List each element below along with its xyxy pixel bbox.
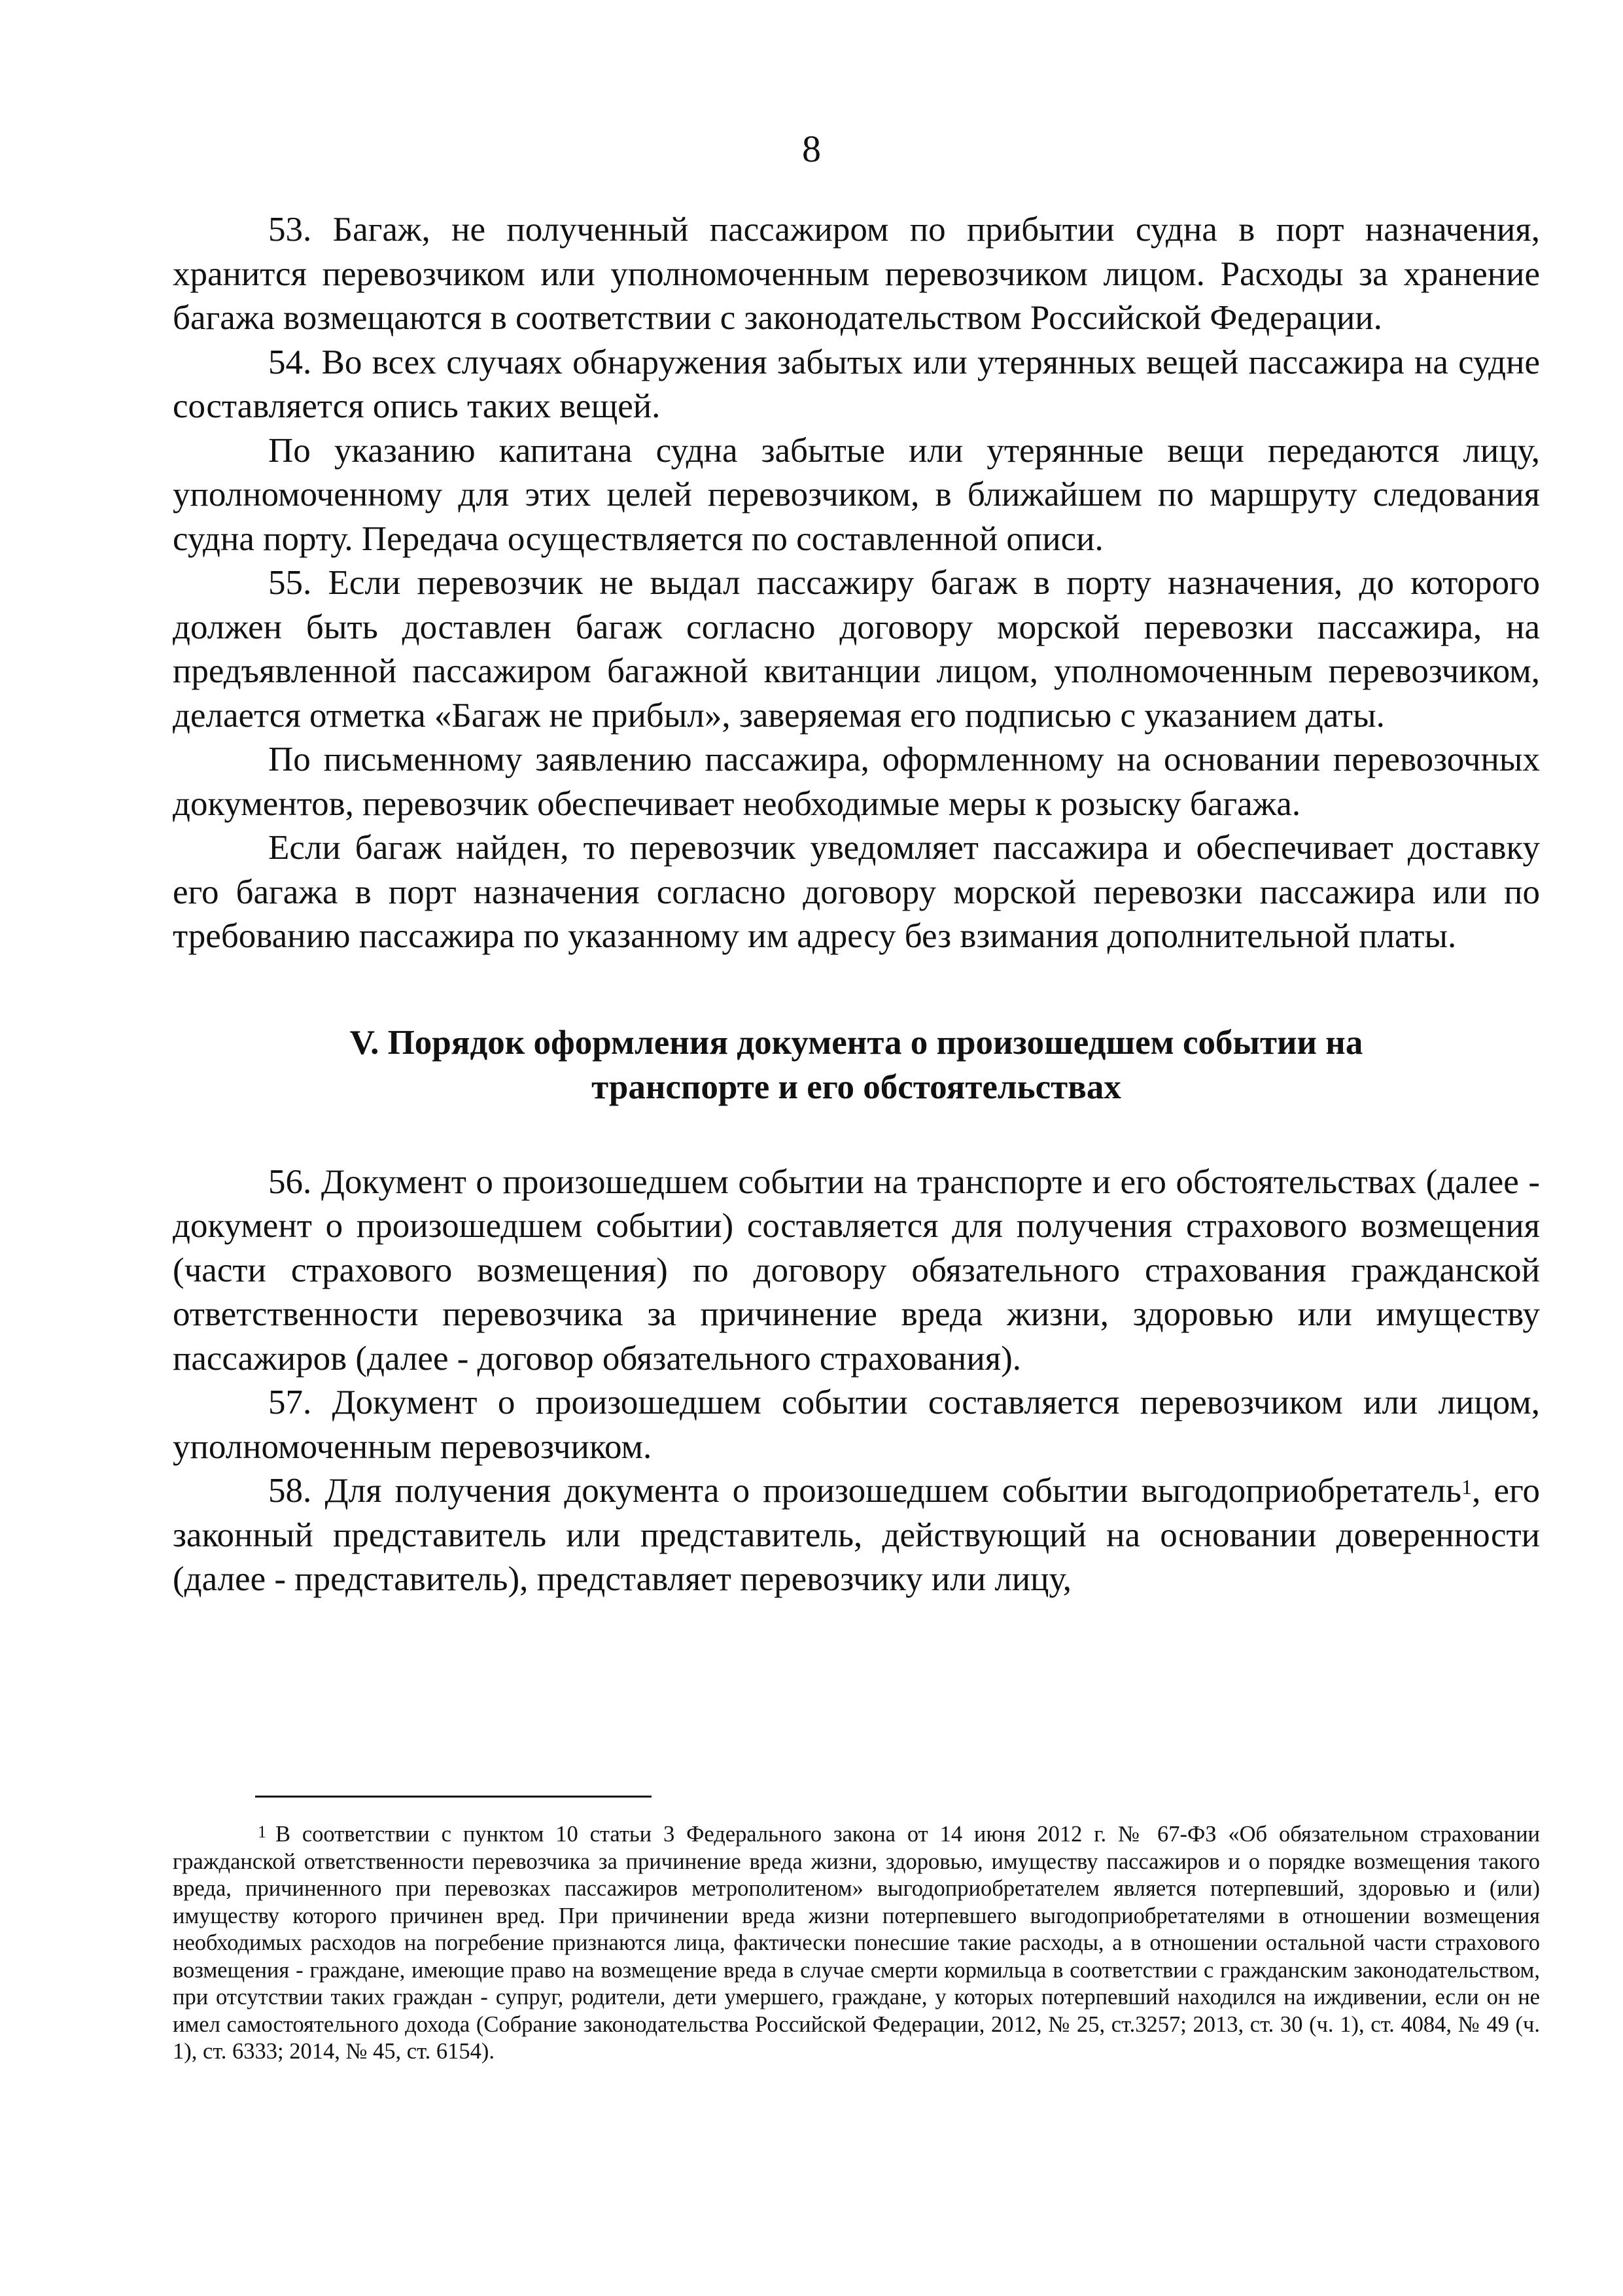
footnote-text: В соответствии с пунктом 10 статьи 3 Федерального закона от 14 июня 2012 г. № 67-ФЗ «Об обязательном страховании гражданской ответственности перевозчика за причинение вреда жизни, здоровью, имуществу пассажиров и о порядке возмещения такого вреда, причиненного при перевозках пассажиров метрополитеном» выгодоприобретателем является потерпевший, здоровью и (или) имуществу которого причинен вред. При причинении вреда жизни потерпевшего выгодоприобретателями в отношении возмещения необходимых расходов на погребение признаются лица, фактически понесшие такие расходы, а в отношении остальной части страхового возмещения - граждане, имеющие право на возмещение вреда в случае смерти кормильца в соответствии с гражданским законодательством, при отсутствии таких граждан - супруг, родители, дети умершего, граждане, у которых потерпевший находился на иждивении, если он не имел самостоятельного дохода (Собрание законодательства Российской Федерации, 2012, № 25, ст.3257; 2013, ст. 30 (ч. 1), ст. 4084, № 49 (ч. 1), ст. 6333; 2014, № 45, ст. 6154). [173, 1822, 1540, 2064]
paragraph-55: 55. Если перевозчик не выдал пассажиру багаж в порту назначения, до которого должен быть доставлен багаж согласно договору морской перевозки пассажира, на предъявленной пассажиром багажной квитанции лицом, уполномоченным перевозчиком, делается отметка «Багаж не прибыл», заверяемая его подписью с указанием даты. [173, 564, 1540, 735]
footnote-reference[interactable]: 1 [1461, 1475, 1473, 1499]
paragraph-56: 56. Документ о произошедшем событии на транспорте и его обстоятельствах (далее - документ о произошедшем событии) составляется для получения страхового возмещения (части страхового возмещения) по договору обязательного страхования гражданской ответственности перевозчика за причинение вреда жизни, здоровью или имуществу пассажиров (далее - договор обязательного страхования). [173, 1162, 1540, 1378]
footnote [173, 1821, 1540, 2066]
paragraph-54: 54. Во всех случаях обнаружения забытых или утерянных вещей пассажира на судне составляется опись таких вещей. [173, 343, 1540, 425]
paragraph-55-delivery: Если багаж найден, то перевозчик уведомляет пассажира и обеспечивает доставку его багажа в порт назначения согласно договору морской перевозки пассажира или по требованию пассажира по указанному им адресу без взимания дополнительной платы. [173, 829, 1540, 955]
footnote-separator [255, 1796, 652, 1798]
paragraph-58-start: 58. Для получения документа о произошедшем событии выгодоприобретатель [268, 1472, 1462, 1510]
page-number: 8 [802, 128, 821, 170]
document-body [173, 208, 1540, 1602]
paragraph-58-end: , его законный представитель или представитель, действующий на основании доверенности (далее - представитель), представляет перевозчику или лицу, [173, 1472, 1540, 1598]
paragraph-55-search: По письменному заявлению пассажира, оформленному на основании перевозочных документов, перевозчик обеспечивает необходимые меры к розыску багажа. [173, 740, 1540, 823]
paragraph-57: 57. Документ о произошедшем событии составляется перевозчиком или лицом, уполномоченным перевозчиком. [173, 1383, 1540, 1466]
paragraph-53: 53. Багаж, не полученный пассажиром по прибытии судна в порт назначения, хранится перевозчиком или уполномоченным перевозчиком лицом. Расходы за хранение багажа возмещаются в соответствии с законодательством Российской Федерации. [173, 211, 1540, 337]
section-heading: V. Порядок оформления документа о произошедшем событии на транспорте и его обстоятельствах [349, 1023, 1363, 1106]
footnote-mark: 1 [258, 1822, 266, 1841]
paragraph-54-continued: По указанию капитана судна забытые или утерянные вещи передаются лицу, уполномоченному для этих целей перевозчиком, в ближайшем по маршруту следования судна порту. Передача осуществляется по составленной описи. [173, 431, 1540, 558]
paragraph-58 [173, 1469, 1540, 1602]
